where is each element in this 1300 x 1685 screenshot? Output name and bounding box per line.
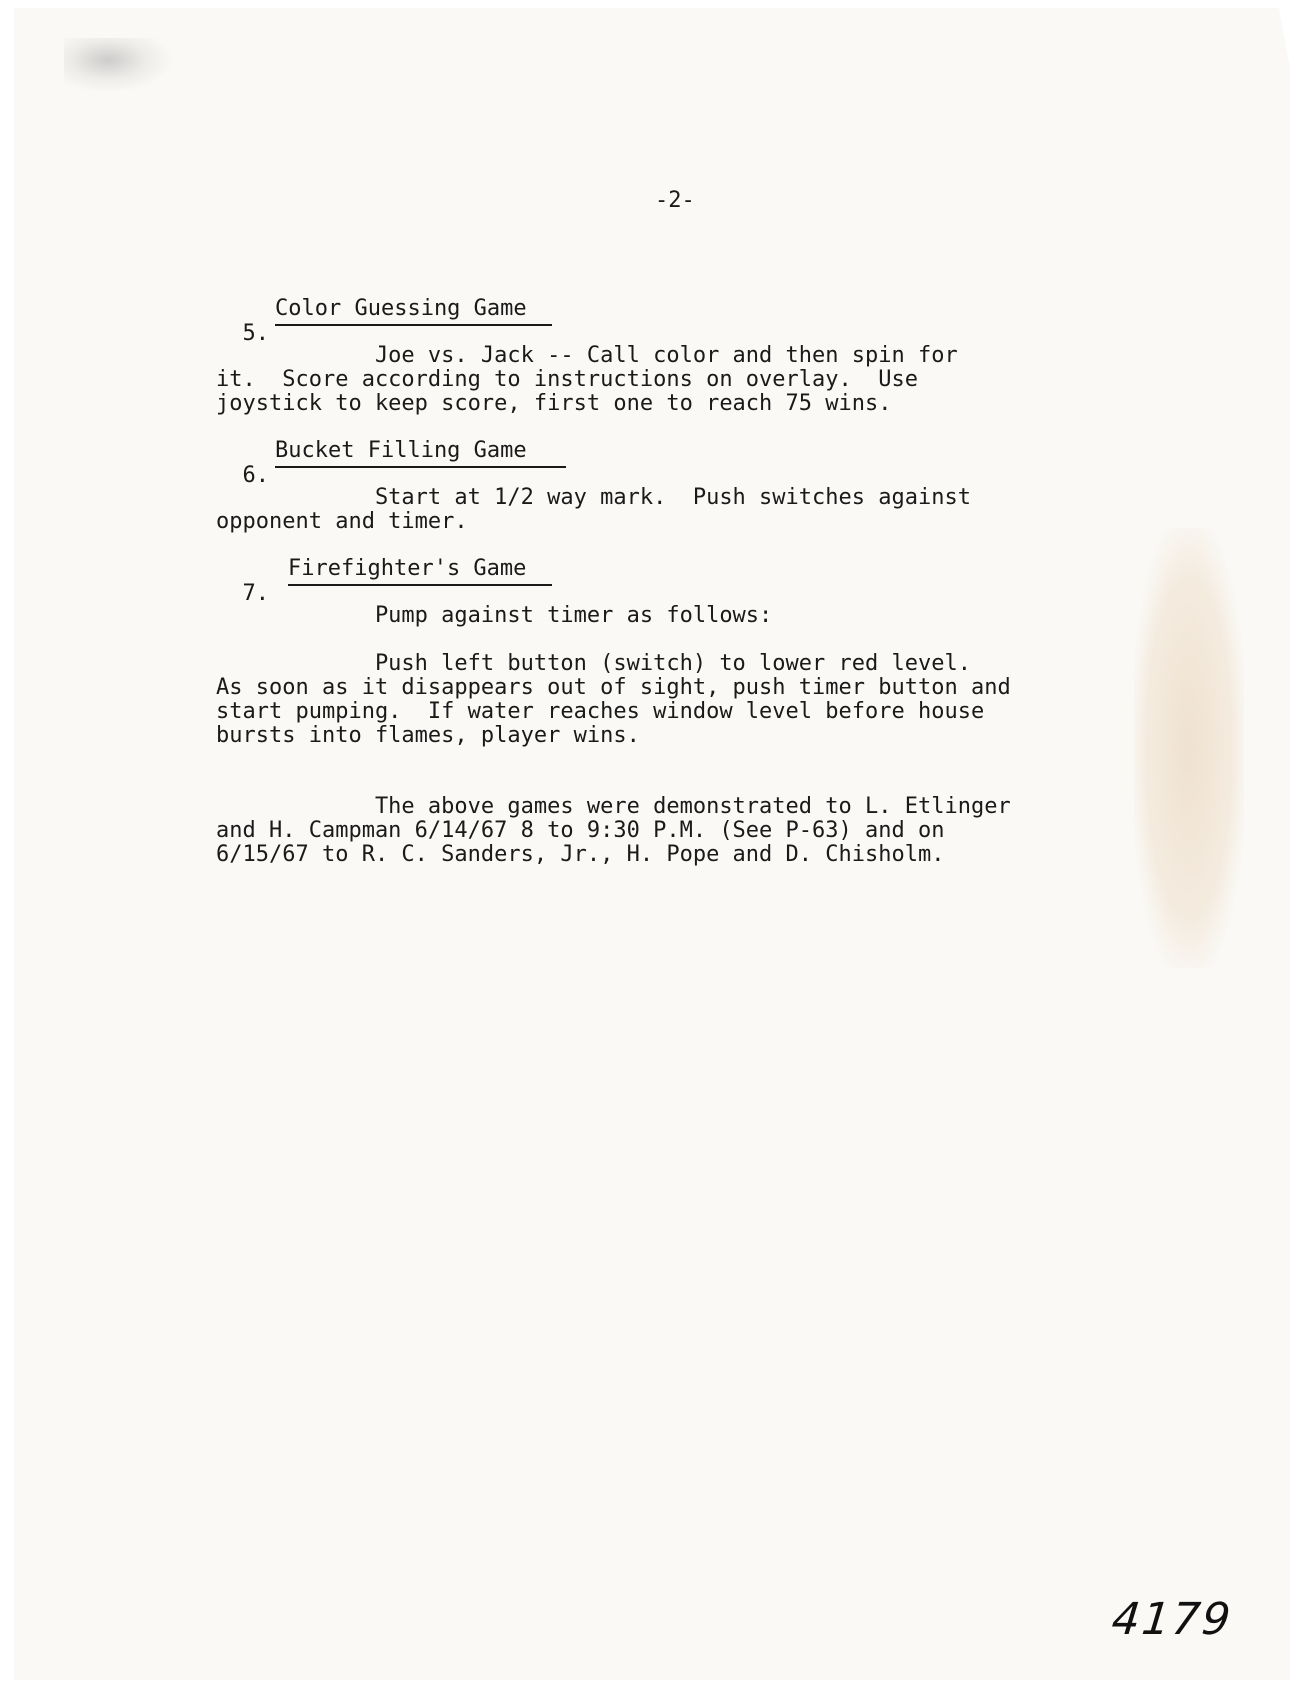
section-7-intro xyxy=(216,604,772,628)
section-5-title: Color Guessing Game xyxy=(275,296,527,321)
text-line: joystick to keep score, first one to reach 75 wins. xyxy=(216,391,892,416)
text-line: As soon as it disappears out of sight, push timer button and xyxy=(216,675,1011,700)
paper-stain xyxy=(1134,528,1244,968)
section-7-number: 7. xyxy=(242,581,269,606)
text-line: Pump against timer as follows: xyxy=(216,603,773,628)
text-line: start pumping. If water reaches window level before house xyxy=(216,699,985,724)
section-6-body xyxy=(216,486,971,534)
section-7-title: Firefighter's Game xyxy=(288,556,527,581)
handwritten-document-number: 4179 xyxy=(1109,1594,1235,1645)
text-line: and H. Campman 6/14/67 8 to 9:30 P.M. (See P-63) and on xyxy=(216,818,945,843)
section-6-title: Bucket Filling Game xyxy=(275,438,527,463)
text-line: Start at 1/2 way mark. Push switches against xyxy=(216,485,971,510)
text-line: Push left button (switch) to lower red level. xyxy=(216,651,971,676)
section-5-underline xyxy=(275,324,552,326)
section-6-number: 6. xyxy=(242,463,269,488)
section-6-underline xyxy=(275,466,566,468)
text-line: opponent and timer. xyxy=(216,509,468,534)
text-line: bursts into flames, player wins. xyxy=(216,723,640,748)
closing-paragraph xyxy=(216,795,1011,867)
page-number: -2- xyxy=(655,188,695,213)
text-line: 6/15/67 to R. C. Sanders, Jr., H. Pope and D. Chisholm. xyxy=(216,842,945,867)
text-line: Joe vs. Jack -- Call color and then spin for xyxy=(216,343,958,368)
section-5-body xyxy=(216,344,958,416)
text-line: The above games were demonstrated to L. Etlinger xyxy=(216,794,1011,819)
section-7-underline xyxy=(288,584,552,586)
text-line: it. Score according to instructions on overlay. Use xyxy=(216,367,918,392)
section-7-body xyxy=(216,652,1011,748)
paper-smudge xyxy=(64,38,174,93)
section-5-number: 5. xyxy=(242,321,269,346)
